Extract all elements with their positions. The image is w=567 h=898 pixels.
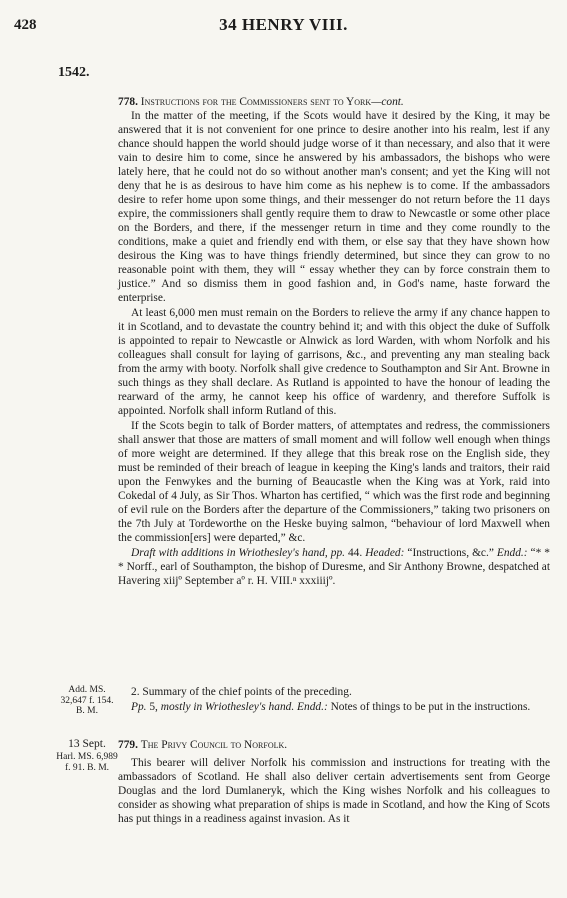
year-marker: 1542.: [58, 65, 90, 80]
summary-note: Pp. 5, mostly in Wriothesley's hand. Endd.: Notes of things to be put in the instructions.: [131, 701, 531, 713]
summary-item: 2. Summary of the chief points of the preceding.: [131, 686, 352, 698]
paragraph-border-matters: If the Scots begin to talk of Border matters, of attemptates and redress, the commissioners shall answer that those are matters of small moment and will follow well enough when things of more weight are determined. If they allege that this break rose on the English side, they must be reminded of their breach of league in keeping the King's lands and traitors, their raid upon the Fenwykes and the burning of Beaucastle when the King was at York, raid into Cokedal of 4 July, as Sir Thos. Wharton has certified, “ which was the first rode and beginning of evil rule on the Borders after the departure of the Commissioners,” taking two prisoners on the 7th July at Tordeworthe on the Heske buying salmon, “behaviour of lord Maxwell when the commission[ers] were departed,” &c.: [118, 420, 550, 544]
entry-date: 13 Sept.: [68, 738, 106, 750]
entry-778: [118, 95, 550, 589]
entry-title: Instructions for the Commissioners sent to York: [140, 96, 372, 108]
margin-reference-harl-ms: Harl. MS. 6,989 f. 91. B. M.: [56, 752, 118, 773]
entry-779: [118, 738, 550, 827]
entry-number: 778.: [118, 96, 138, 108]
paragraph-borders: At least 6,000 men must remain on the Borders to relieve the army if any chance happen to it in Scotland, and to devastate the country behind it; and with this object the duke of Suffolk is appointed to repair to Newcastle or Alnwick as lord Warden, with whom Norfolk and his colleagues shall consult for laying of garrisons, &c., and preventing any man stealing back from the army with booty. Norfolk shall give credence to Southampton and Sir Ant. Browne in such things as they shall declare. As Rutland is appointed to have the honour of leading the rearward of the army, he cannot keep his office of wardenry, and therefore Suffolk is appointed. Norfolk shall inform Rutland of this.: [118, 307, 550, 417]
page-number: 428: [14, 17, 37, 33]
paragraph-meeting: In the matter of the meeting, if the Scots would have it desired by the King, it may be answered that it is not convenient for one prince to desire another into his realm, lest if any chance should happen the world should judge worse of it than necessary, and also that it were vain to desire him to come, since he answered by his ambassadors, the bishops who were lately here, that he could not do so without another man's consent; and yet the King will not deny that he is as desirous to have him come as his nephew is to come. If the ambassadors desire to refer home upon some things, and their messenger do not return before the 11 days expire, the commissioners shall gently require them to draw to Newcastle or some other place on the Borders, and there, if the messenger return in time and they come roundly to the conditions, make a quiet and friendly end with them, or else say that they have shown how desirous the King was to have things friendly determined, but since they can grow to no reasonable point with them, they will “ essay whether they can by force constrain them to justice.” And so dismiss them in good fashion and, in God's name, haste forward the enterprise.: [118, 110, 550, 304]
page-header: [0, 0, 567, 40]
entry-heading: [118, 738, 550, 752]
running-title: 34 HENRY VIII.: [219, 15, 348, 34]
entry-title-suffix: —cont.: [371, 96, 404, 108]
entry-778-item-2: [118, 685, 550, 715]
entry-title: The Privy Council to Norfolk.: [140, 739, 288, 751]
entry-heading: [118, 95, 550, 109]
margin-reference-add-ms: Add. MS. 32,647 f. 154. B. M.: [60, 685, 114, 716]
draft-note: Draft with additions in Wriothesley's hand, pp. 44. Headed: “Instructions, &c.” Endd.: “* * * Norff., earl of Southampton, the bishop of Duresme, and Sir Anthony Browne, despatched at Havering xiijº September aº r. H. VIII.ⁿ xxxiiijº.: [118, 547, 550, 587]
margin-entry-779: [56, 738, 118, 773]
entry-number: 779.: [118, 739, 138, 751]
paragraph-privy-council: This bearer will deliver Norfolk his commission and instructions for treating with the ambassadors of Scotland. He shall also deliver certain advertisements sent from George Douglas and the lord Dumlaneryk, which the King wishes Norfolk and his colleagues to consider as showing what preparation of ships is made in Scotland, and how the King of Scots has put things in a readiness against invasion. As it: [118, 757, 550, 825]
